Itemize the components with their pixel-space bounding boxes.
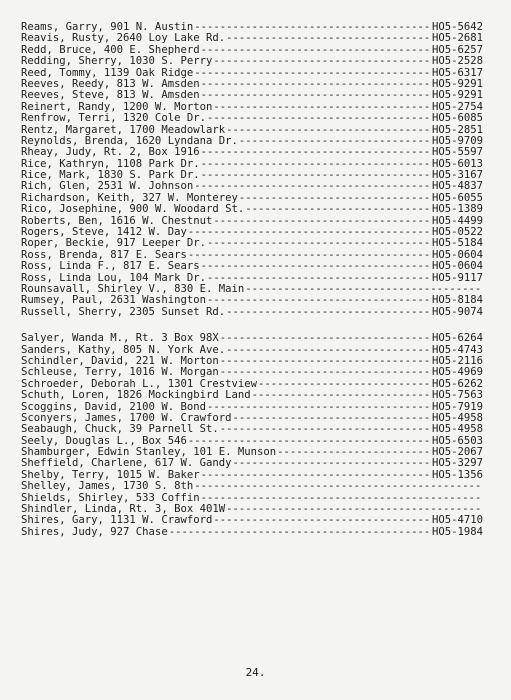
entry-name-address: Ross, Linda F., 817 E. Sears (21, 260, 200, 273)
entry-phone: HO5-0604 (431, 260, 483, 273)
entry-name-address: Schindler, David, 221 W. Morton (21, 354, 219, 367)
entry-name-address: Reams, Garry, 901 N. Austin (21, 21, 194, 33)
entry-phone: HO5-5597 (431, 146, 483, 159)
entry-name-address: Shelby, Terry, 1015 W. Baker (21, 468, 200, 481)
entry-phone: HO5-6055 (431, 191, 483, 204)
entry-phone: HO5-2067 (431, 446, 483, 459)
entry-phone: HO5-9117 (431, 271, 483, 284)
dash-leader (207, 238, 431, 249)
dash-leader (226, 33, 431, 44)
directory-entry (21, 56, 483, 67)
entry-name-address: Rice, Kathryn, 1108 Park Dr. (21, 157, 200, 170)
entry-name-address: Russell, Sherry, 2305 Sunset Rd. (21, 305, 226, 318)
entry-phone: HO5-6013 (431, 157, 483, 170)
entry-name-address: Schroeder, Deborah L., 1301 Crestview (21, 377, 257, 390)
entry-name-address: Roberts, Ben, 1616 W. Chestnut (21, 214, 213, 227)
dash-leader (232, 458, 430, 469)
entry-name-address: Reynolds, Brenda, 1620 Lyndana Dr. (21, 134, 238, 147)
entry-name-address: Sanders, Kathy, 805 N. York Ave. (21, 343, 226, 356)
entry-name-address: Reeves, Reedy, 813 W. Amsden (21, 77, 200, 90)
entry-phone: HO5-4958 (431, 423, 483, 436)
entry-name-address: Rumsey, Paul, 2631 Washington (21, 294, 206, 307)
entry-phone: HO5-8184 (431, 294, 483, 307)
directory-entry (21, 204, 483, 215)
entry-name-address: Richardson, Keith, 327 W. Monterey (21, 191, 238, 204)
directory-entry (21, 390, 483, 401)
directory-entry (21, 424, 483, 435)
dash-leader (226, 125, 431, 136)
dash-leader (201, 159, 431, 170)
directory-entry (21, 307, 483, 318)
entry-phone: HO5-4837 (431, 180, 483, 193)
entry-name-address: Reinert, Randy, 1200 W. Morton (21, 100, 213, 113)
dash-leader (188, 227, 431, 238)
dash-leader (194, 481, 482, 492)
entry-phone: HO5-7563 (431, 389, 483, 402)
entry-name-address: Seabaugh, Chuck, 39 Parnell St. (21, 423, 219, 436)
entry-phone: HO5-2116 (431, 354, 483, 367)
entry-phone: HO5-9291 (431, 89, 483, 102)
entry-phone: HO5-9709 (431, 134, 483, 147)
entry-phone: HO5-2681 (431, 32, 483, 45)
entry-name-address: Reed, Tommy, 1139 Oak Ridge (21, 66, 194, 79)
entry-name-address: Shires, Gary, 1131 W. Crawford (21, 514, 213, 527)
dash-leader (213, 56, 431, 67)
entry-phone: HO5-6264 (431, 332, 483, 345)
entry-name-address: Scoggins, David, 2100 W. Bond (21, 400, 206, 413)
dash-leader (213, 102, 431, 113)
dash-leader (201, 79, 431, 90)
entry-name-address: Rico, Josephine, 900 W. Woodard St. (21, 203, 245, 216)
dash-leader (201, 493, 482, 504)
directory-entry (21, 333, 483, 344)
entry-name-address: Sconyers, James, 1700 W. Crawford (21, 411, 232, 424)
entry-phone: HO5-3167 (431, 169, 483, 182)
entry-name-address: Schleuse, Terry, 1016 W. Morgan (21, 366, 219, 379)
entry-name-address: Rice, Mark, 1830 S. Park Dr. (21, 169, 200, 182)
dash-leader (239, 193, 431, 204)
dash-leader (277, 447, 431, 458)
directory-entry (21, 527, 483, 538)
dash-leader (220, 424, 431, 435)
dash-leader (207, 402, 431, 413)
dash-leader (252, 390, 431, 401)
page-number: 24. (245, 666, 266, 679)
entry-name-address: Rentz, Margaret, 1700 Meadowlark (21, 123, 226, 136)
entry-name-address: Redding, Sherry, 1030 S. Perry (21, 55, 213, 68)
directory-entry (21, 261, 483, 272)
entry-name-address: Rheay, Judy, Rt. 2, Box 1916 (21, 146, 200, 159)
dash-leader (207, 113, 431, 124)
entry-name-address: Shamburger, Edwin Stanley, 101 E. Munson (21, 446, 277, 459)
entry-phone: HO5-6503 (431, 434, 483, 447)
entry-name-address: Rogers, Steve, 1412 W. Day (21, 226, 187, 239)
dash-leader (220, 356, 431, 367)
dash-leader (213, 216, 431, 227)
dash-leader (213, 515, 431, 526)
entry-phone: HO5-0522 (431, 226, 483, 239)
entry-phone: HO5-4499 (431, 214, 483, 227)
entry-phone: HO5-6262 (431, 377, 483, 390)
dash-leader (201, 45, 431, 56)
directory-entry (21, 113, 483, 124)
dash-leader (207, 295, 431, 306)
dash-leader (245, 204, 431, 215)
entry-phone: HO5-0604 (431, 248, 483, 261)
dash-leader (169, 527, 431, 538)
entry-name-address: Shields, Shirley, 533 Coffin (21, 491, 200, 504)
entry-phone: HO5-4958 (431, 411, 483, 424)
entry-name-address: Roper, Beckie, 917 Leeper Dr. (21, 237, 206, 250)
entry-name-address: Salyer, Wanda M., Rt. 3 Box 98X (21, 332, 219, 345)
entry-name-address: Sheffield, Charlene, 617 W. Gandy (21, 457, 232, 470)
entry-name-address: Schuth, Loren, 1826 Mockingbird Land (21, 389, 251, 402)
entry-phone: HO5-4710 (431, 514, 483, 527)
directory-group (21, 22, 483, 318)
dash-leader (258, 379, 431, 390)
entry-phone: HO5-9074 (431, 305, 483, 318)
entry-phone: HO5-6317 (431, 66, 483, 79)
dash-leader (201, 147, 431, 158)
entry-phone: HO5-6257 (431, 43, 483, 56)
entry-phone: HO5-1356 (431, 468, 483, 481)
dash-leader (220, 367, 431, 378)
dash-leader (188, 250, 431, 261)
entry-name-address: Reeves, Steve, 813 W. Amsden (21, 89, 200, 102)
entry-phone: HO5-2754 (431, 100, 483, 113)
entry-name-address: Ross, Linda Lou, 104 Mark Dr. (21, 271, 206, 284)
entry-phone: HO5-7919 (431, 400, 483, 413)
directory-entry (21, 481, 483, 492)
dash-leader (194, 22, 431, 33)
dash-leader (201, 170, 431, 181)
dash-leader (239, 136, 431, 147)
entry-name-address: Shelley, James, 1730 S. 8th (21, 480, 194, 493)
directory-group (21, 333, 483, 538)
entry-name-address: Ross, Brenda, 817 E. Sears (21, 248, 187, 261)
entry-name-address: Renfrow, Terri, 1320 Cole Dr. (21, 112, 206, 125)
dash-leader (220, 333, 431, 344)
entry-name-address: Rich, Glen, 2531 W. Johnson (21, 180, 194, 193)
entry-phone: HO5-1984 (431, 525, 483, 538)
dash-leader (226, 345, 431, 356)
entry-phone: HO5-2851 (431, 123, 483, 136)
directory-listing (21, 22, 483, 538)
dash-leader (194, 68, 431, 79)
entry-phone: HO5-5642 (431, 21, 483, 33)
entry-phone: HO5-9291 (431, 77, 483, 90)
entry-phone: HO5-6085 (431, 112, 483, 125)
entry-name-address: Rounsavall, Shirley V., 830 E. Main (21, 282, 245, 295)
entry-name-address: Reavis, Rusty, 2640 Loy Lake Rd. (21, 32, 226, 45)
entry-phone: HO5-5184 (431, 237, 483, 250)
entry-phone: HO5-3297 (431, 457, 483, 470)
directory-entry (21, 147, 483, 158)
entry-name-address: Seely, Douglas L., Box 546 (21, 434, 187, 447)
entry-phone: HO5-4743 (431, 343, 483, 356)
entry-phone: HO5-2528 (431, 55, 483, 68)
directory-entry (21, 367, 483, 378)
dash-leader (226, 307, 431, 318)
dash-leader (232, 413, 430, 424)
entry-name-address: Redd, Bruce, 400 E. Shepherd (21, 43, 200, 56)
entry-phone: HO5-1389 (431, 203, 483, 216)
entry-name-address: Shindler, Linda, Rt. 3, Box 401W (21, 503, 226, 516)
entry-phone: HO5-4969 (431, 366, 483, 379)
dash-leader (201, 470, 431, 481)
dash-leader (201, 90, 431, 101)
dash-leader (201, 261, 431, 272)
entry-name-address: Shires, Judy, 927 Chase (21, 525, 168, 538)
